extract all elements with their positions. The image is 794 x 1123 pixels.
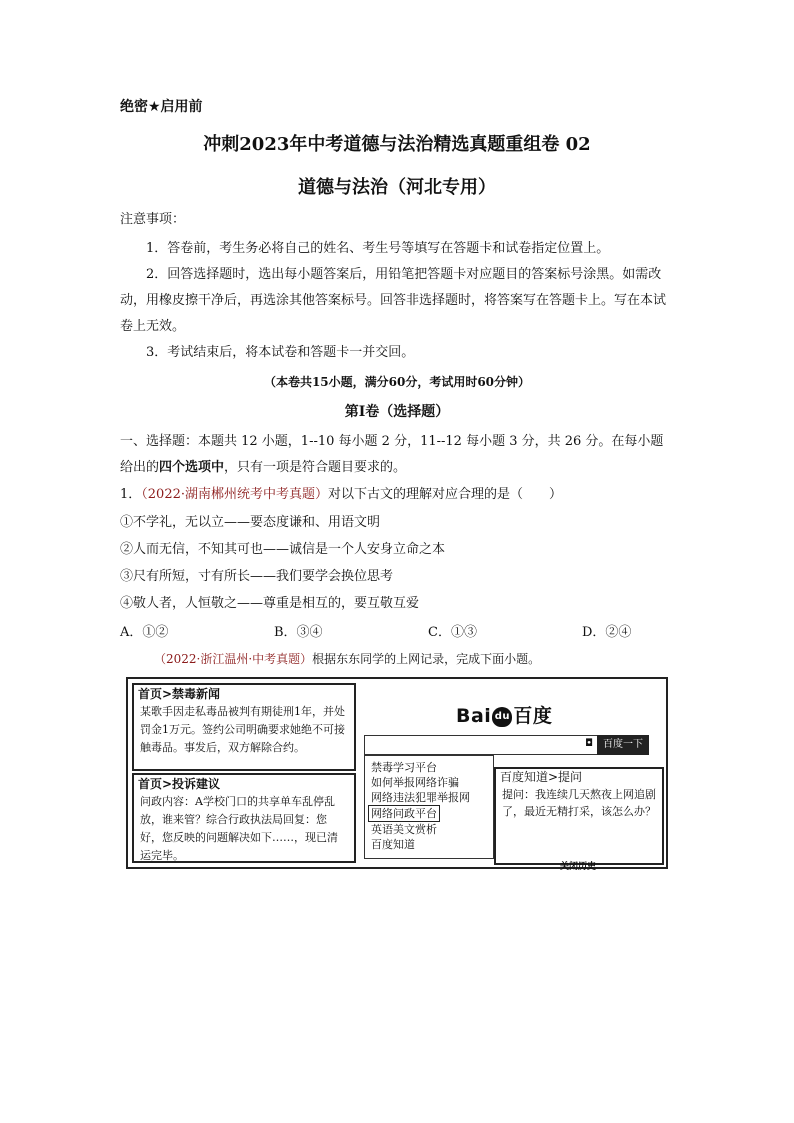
choice-a: A．①② [120,625,169,640]
question-source: （2022·浙江温州·中考真题） [154,652,313,666]
section-title: 第Ⅰ卷（选择题） [344,404,450,420]
news-heading: 首页>禁毒新闻 [138,687,221,701]
browsing-record-figure [126,677,668,872]
search-input[interactable] [364,735,598,755]
search-page [364,683,664,872]
camera-icon[interactable]: ◘ [585,738,593,749]
search-suggestions [364,755,494,859]
note-item: 1．答卷前，考生务必将自己的姓名、考生号等填写在答题卡和试卷指定位置上。 [146,241,610,256]
zhidao-body: 提问：我连续几天熬夜上网追剧了，最近无精打采，该怎么办？ [502,788,656,818]
choice-d: D．②④ [582,625,632,640]
search-button[interactable]: 百度一下 [597,735,649,755]
instructions-emphasis: 四个选项中 [159,460,225,475]
statement-4: ④敬人者，人恒敬之——尊重是相互的，要互敬互爱 [120,596,420,611]
suggestion-item[interactable]: 网络违法犯罪举报网 [371,791,470,804]
question-text: 对以下古文的理解对应合理的是（ ） [328,487,563,502]
notes-heading: 注意事项： [120,212,186,227]
question-source: （2022·湖南郴州统考中考真题） [141,487,328,502]
statement-2: ②人而无信，不知其可也——诚信是一个人安身立命之本 [120,542,446,557]
complaint-panel [132,773,356,863]
question-2-intro [154,650,540,667]
paw-icon: du [492,707,512,727]
baidu-logo [456,701,552,728]
instructions-lead: 一、选择题：本题共 12 小题，1--10 每小题 2 分，11--12 每小题 3 分，共 26 分。在每小题给出的 [120,434,664,475]
choice-b: B．③④ [274,625,323,640]
zhidao-question-panel [494,767,664,865]
news-panel [132,683,356,771]
section-instructions [120,429,676,481]
note-item: 2．回答选择题时，选出每小题答案后，用铅笔把答题卡对应题目的答案标号涂黑。如需改动，用橡皮擦干净后，再选涂其他答案标号。回答非选择题时，将答案写在答题卡上。写在本试卷上无效。 [120,267,667,334]
suggestion-item-highlighted[interactable]: 网络问政平台 [368,805,440,822]
suggestion-item[interactable]: 英语美文赏析 [371,823,437,836]
news-body: 某歌手因走私毒品被判有期徒刑1年，并处罚金1万元。签约公司明确要求她绝不可接触毒品。事发后，双方解除合约。 [140,705,345,754]
instructions-tail: ，只有一项是符合题目要求的。 [224,460,407,475]
suggestion-item[interactable]: 如何举报网络诈骗 [371,776,459,789]
logo-text-left: Bai [456,705,492,727]
statement-3: ③尺有所短，寸有所长——我们要学会换位思考 [120,569,394,584]
suggestion-item[interactable]: 禁毒学习平台 [371,761,437,774]
logo-text-right: 百度 [513,705,553,727]
exam-scope: （本卷共15小题，满分60分，考试用时60分钟） [263,375,531,389]
confidential-mark: 绝密★启用前 [120,99,203,115]
zhidao-heading: 百度知道>提问 [500,770,583,784]
question-1-stem [120,483,562,502]
page-title: 冲刺2023年中考道德与法治精选真题重组卷 02 [203,134,591,155]
page-subtitle: 道德与法治（河北专用） [298,177,496,198]
question-number: 1． [120,487,142,502]
choice-c: C．①③ [428,625,477,640]
suggestion-item[interactable]: 百度知道 [371,838,415,851]
complaint-body: 问政内容：A学校门口的共享单车乱停乱放，谁来管？综合行政执法局回复：您好，您反映的问题解决如下……，现已清运完毕。 [140,795,338,862]
close-history-link[interactable]: 关闭历史 [560,862,597,872]
statement-1: ①不学礼，无以立——要态度谦和、用语文明 [120,515,381,530]
complaint-heading: 首页>投诉建议 [138,777,221,791]
note-item: 3．考试结束后，将本试卷和答题卡一并交回。 [146,345,415,360]
question-text: 根据东东同学的上网记录，完成下面小题。 [312,652,541,666]
